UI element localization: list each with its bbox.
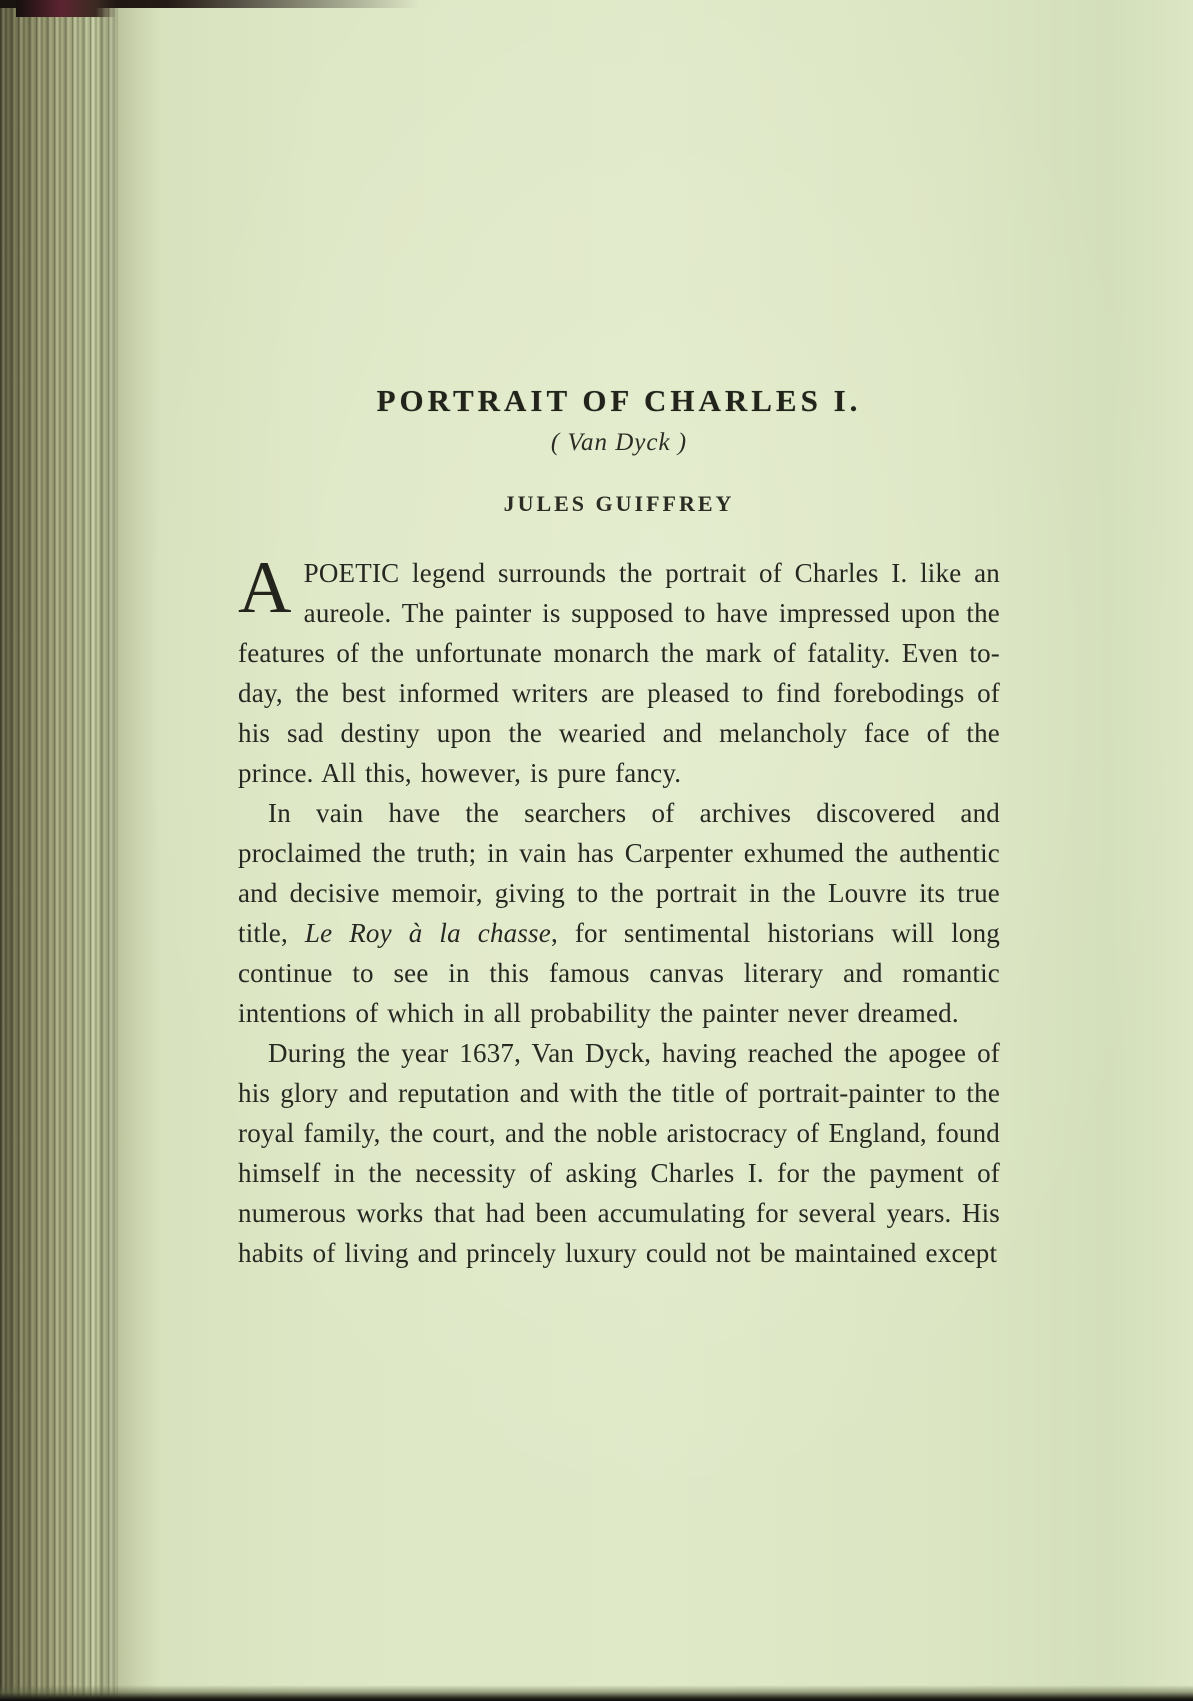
- top-left-cover-corner: [16, 0, 116, 17]
- text-run: In vain have the searchers of archives discovered and proclaimed the truth; in vain has Carpenter exhumed the authentic and decisive memoir, giving to the portrait in the Louvre its true title,: [238, 798, 1000, 948]
- paragraph: [238, 793, 1000, 1033]
- text-run: POETIC legend surrounds the portrait of Charles I. like an aureole. The painter is supposed to have impressed upon the features of the unfortunate monarch the mark of fatality. Even to-day, the best informed writers are pleased to find forebodings of his sad destiny upon the wearied and melancholy face of the prince. All this, however, is pure fancy.: [238, 558, 1000, 788]
- author-name: JULES GUIFFREY: [503, 491, 735, 516]
- page-title: PORTRAIT OF CHARLES I.: [376, 383, 862, 418]
- text-run: , for sentimental historians will long continue to see in this famous canvas literary and romantic intentions of which in all probability the painter never dreamed.: [238, 918, 1000, 1028]
- paragraphs: [238, 547, 1000, 1273]
- paragraph: [238, 547, 1000, 793]
- page-content: [238, 383, 1000, 1273]
- binding-fade: [100, 0, 160, 1701]
- bottom-edge-shadow: [0, 1685, 1193, 1701]
- drop-cap: A: [238, 547, 292, 629]
- artist-subtitle: ( Van Dyck ): [550, 429, 688, 456]
- italic-phrase: Le Roy à la chasse: [304, 918, 551, 948]
- text-run: During the year 1637, Van Dyck, having reached the apogee of his glory and reputation and with the title of portrait-painter to the royal family, the court, and the noble aristocracy of England, found himself in the necessity of asking Charles I. for the payment of numerous works that had been accumulating for several years. His habits of living and princely luxury could not be maintained except: [238, 1038, 1000, 1268]
- paragraph: [238, 1033, 1000, 1273]
